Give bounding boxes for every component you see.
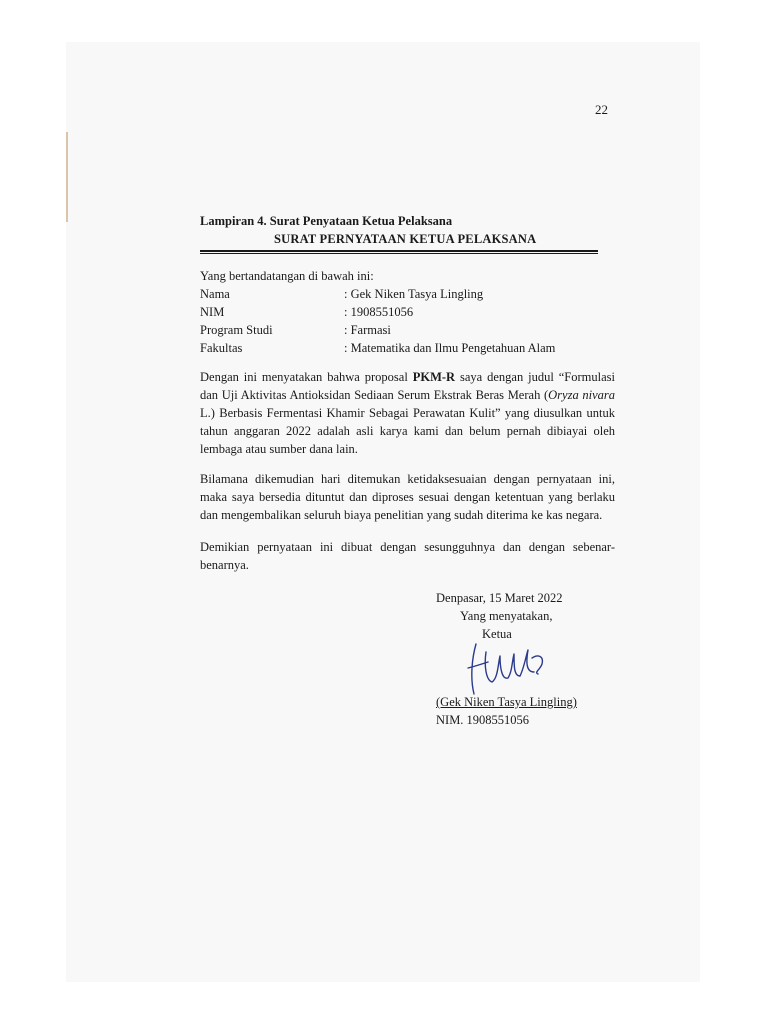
closing-paragraph xyxy=(200,538,615,574)
liability-paragraph xyxy=(200,470,615,524)
paragraph-text: saya dengan judul “Formulasi xyxy=(455,370,615,384)
paragraph-line: dan mengembalikan seluruh biaya penelitian yang sudah diterima ke kas negara. xyxy=(200,508,603,522)
paragraph-text: Dengan ini menyatakan bahwa proposal xyxy=(200,370,413,384)
paragraph-text: dan Uji Aktivitas Antioksidan Sediaan Serum Ekstrak Beras Merah ( xyxy=(200,388,549,402)
paragraph-line: maka saya bersedia dituntut dan diproses sesuai dengan ketentuan yang berlaku xyxy=(200,490,615,504)
signer-position: Ketua xyxy=(482,627,512,641)
field-label: Program Studi xyxy=(200,323,273,337)
signer-role: Yang menyatakan, xyxy=(460,609,553,623)
place-date: Denpasar, 15 Maret 2022 xyxy=(436,591,563,605)
statement-paragraph xyxy=(200,368,615,458)
paragraph-line: benarnya. xyxy=(200,558,249,572)
field-label: NIM xyxy=(200,305,225,319)
paragraph-line: tahun anggaran 2022 adalah asli karya kami dan belum pernah dibiayai oleh xyxy=(200,424,615,438)
lampiran-title: Lampiran 4. Surat Penyataan Ketua Pelaksana xyxy=(200,214,453,228)
handwritten-signature xyxy=(462,638,552,698)
signer-name: (Gek Niken Tasya Lingling) xyxy=(436,695,577,709)
paragraph-line: L.) Berbasis Fermentasi Khamir Sebagai Perawatan Kulit” yang diusulkan untuk xyxy=(200,406,615,420)
document-page xyxy=(66,42,700,982)
field-value: : Gek Niken Tasya Lingling xyxy=(344,287,484,301)
paragraph-line: Bilamana dikemudian hari ditemukan ketidaksesuaian dengan pernyataan ini, xyxy=(200,472,615,486)
title-divider xyxy=(200,250,598,254)
pkm-r-label: PKM-R xyxy=(412,370,456,384)
field-value: : Farmasi xyxy=(344,323,391,337)
paragraph-line: lembaga atau sumber dana lain. xyxy=(200,442,358,456)
field-value: : Matematika dan Ilmu Pengetahuan Alam xyxy=(344,341,556,355)
paragraph-line xyxy=(200,386,615,404)
page-number: 22 xyxy=(595,102,608,117)
intro-text: Yang bertandatangan di bawah ini: xyxy=(200,269,374,283)
field-label: Fakultas xyxy=(200,341,243,355)
signer-nim: NIM. 1908551056 xyxy=(436,713,530,727)
paragraph-line xyxy=(200,368,615,386)
field-label: Nama xyxy=(200,287,230,301)
field-value: : 1908551056 xyxy=(344,305,414,319)
species-name: Oryza nivara xyxy=(548,388,615,402)
paragraph-line: Demikian pernyataan ini dibuat dengan sesungguhnya dan dengan sebenar- xyxy=(200,540,615,554)
page-edge-mark xyxy=(66,132,68,222)
document-title: SURAT PERNYATAAN KETUA PELAKSANA xyxy=(274,232,537,246)
